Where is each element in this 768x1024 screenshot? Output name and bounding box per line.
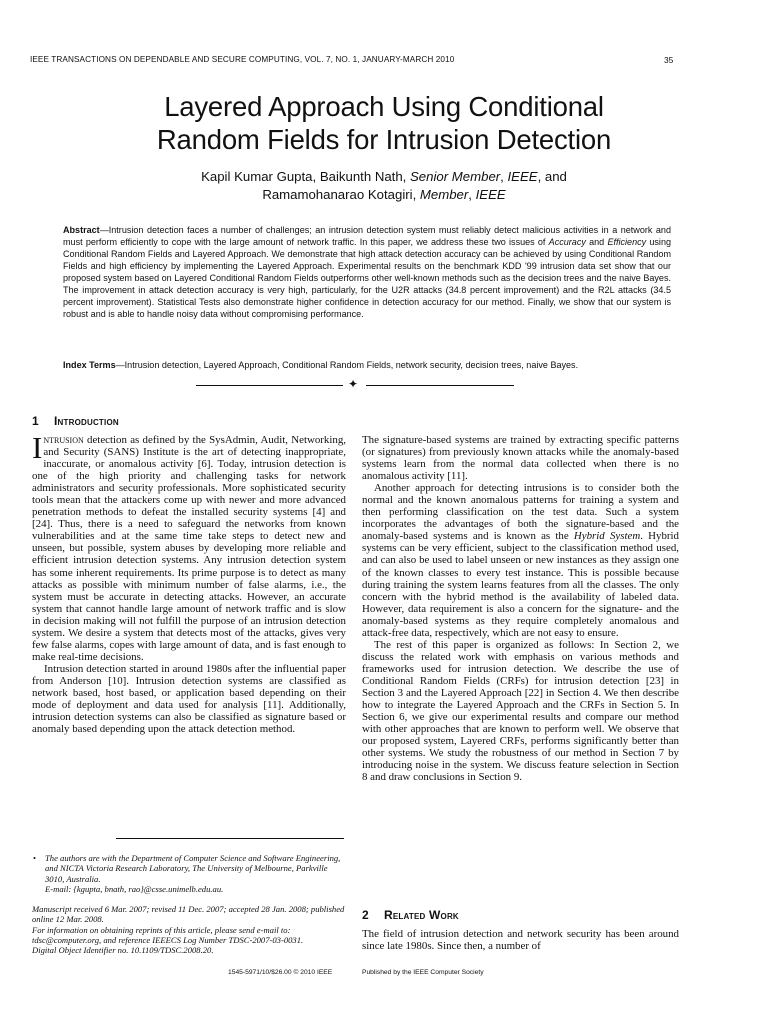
section-2-title: Related Work <box>384 908 459 922</box>
abstract-text-1: Intrusion detection faces a number of challenges; an intrusion detection system must reliably detect malicious activities in a network and must perform efficiently to cope with the large amount of network traffic. In this paper, we address these two issues of <box>63 225 671 248</box>
intro-text-4b: . Hybrid systems can be very efficient, subject to the classification method used, and can also be used to label unseen or new instances as they assign one of the known classes to every test instance. This is possible because during training the system learns features from all the classes. The only concern with the hybrid method is the availability of labeled data. However, data requirement is also a concern for the signature- and the anomaly-based systems as they require completely anomalous and attack-free data, respectively, which are not easy to ensure. <box>362 530 679 639</box>
footnote-email: E-mail: {kgupta, bnath, rao}@csse.unimelb.edu.au. <box>45 883 224 894</box>
abstract-text-2: using Conditional Random Fields and Layered Approach. We demonstrate that high attack detection accuracy can be achieved by using Conditional Random Fields and high efficiency by implementing the Layered Approach. Experimental results on the benchmark KDD '99 intrusion data set show that our proposed system based on Layered Conditional Random Fields outperforms other well-known methods such as the decision trees and the naive Bayes. The improvement in attack detection accuracy is very high, particularly, for the U2R attacks (34.8 percent improvement) and the R2L attacks (34.5 percent improvement). Statistical Tests also demonstrate higher confidence in detection accuracy for our method. Finally, we show that our system is robust and is able to handle noisy data without compromising performance. <box>63 237 672 320</box>
index-terms <box>63 359 671 371</box>
hybrid-system-term: Hybrid System <box>573 530 641 543</box>
separator-diamond-icon: ✦ <box>348 377 359 391</box>
paper-title <box>30 90 738 156</box>
section-2-number: 2 <box>362 908 369 922</box>
footnote-bullet-icon: • <box>33 853 37 863</box>
author-sep-1: , <box>500 169 508 184</box>
author-sep-2: , <box>468 187 476 202</box>
author-role-2: Member <box>419 187 469 202</box>
intro-text-1: detection as defined by the SysAdmin, Audit, Networking, and Security (SANS) Institute is the art of detecting inappropriate, inaccurate, or anomalous activity [6]. Today, intrusion detection is one of the high priority and challenging tasks for network administrators and security professionals. More sophisticated security tools mean that the attackers come up with newer and more advanced penetration methods to defeat the installed security systems [4] and [24]. Thus, there is a need to safeguard the networks from known vulnerabilities and at the same time take steps to detect new and unseen, but possible, system abuses by developing more reliable and efficient intrusion detection systems. Any intrusion detection system has some inherent requirements. Its prime purpose is to detect as many attacks as possible with minimum number of false alarms, i.e., the system must be accurate in detecting attacks. However, an accurate system that cannot handle large amount of network traffic and is slow in decision making will not fulfill the purpose of an intrusion detection system. We desire a system that detects most of the attacks, gives very few false alarms, copes with large amount of data, and is fast enough to make real-time decisions. <box>32 434 346 663</box>
footnote-dates: Manuscript received 6 Mar. 2007; revised 11 Dec. 2007; accepted 28 Jan. 2008; published online 12 Mar. 2008. <box>32 904 345 925</box>
section-2-heading <box>362 908 459 922</box>
intro-text-4a: Another approach for detecting intrusions is to consider both the normal and the known anomalous patterns for training a system and then performing classification on the test data. Such a system incorporates the advantages of both the signature-based and the anomaly-based systems and is known as the <box>362 482 679 543</box>
author-line-2 <box>30 186 738 204</box>
section-1-number: 1 <box>32 414 39 428</box>
left-column <box>32 430 346 736</box>
separator-line-right <box>366 385 514 386</box>
author-role-1: Senior Member <box>410 169 501 184</box>
intro-lead-word: ntrusion <box>43 434 84 446</box>
separator-line-left <box>196 385 343 386</box>
abstract-em-accuracy: Accuracy <box>548 237 586 248</box>
author-list <box>30 168 738 204</box>
title-line-2: Random Fields for Intrusion Detection <box>156 124 612 155</box>
abstract-dash: — <box>99 225 109 235</box>
section-1-heading <box>32 414 119 428</box>
drop-cap: I <box>32 430 43 465</box>
title-line-1: Layered Approach Using Conditional <box>164 91 604 122</box>
author-names-2: Ramamohanarao Kotagiri, <box>262 187 420 202</box>
abstract-label: Abstract <box>63 225 100 235</box>
right-column <box>362 434 679 783</box>
intro-paragraph-4 <box>362 482 679 639</box>
footnote-reprints: For information on obtaining reprints of this article, please send e-mail to: tdsc@computer.org, and reference IEEECS Log Number TDSC-2007-03-0031. <box>32 924 304 945</box>
related-work-paragraph-1: The field of intrusion detection and network security has been around since late 1980s. Since then, a number of <box>362 928 679 953</box>
index-terms-text: Intrusion detection, Layered Approach, Conditional Random Fields, network security, decision trees, naive Bayes. <box>124 360 579 370</box>
author-org-1: IEEE <box>507 169 538 184</box>
author-line-1 <box>30 168 738 186</box>
copyright-line: 1545-5971/10/$26.00 © 2010 IEEE <box>228 969 333 976</box>
running-header: IEEE TRANSACTIONS ON DEPENDABLE AND SECURE COMPUTING, VOL. 7, NO. 1, JANUARY-MARCH 2010 <box>30 55 455 64</box>
abstract-em-efficiency: Efficiency <box>607 237 647 248</box>
index-terms-dash: — <box>115 360 125 370</box>
intro-paragraph-5: The rest of this paper is organized as follows: In Section 2, we discuss the related work with emphasis on various methods and frameworks used for intrusion detection. We describe the use of Conditional Random Fields (CRFs) for intrusion detection [23] in Section 3 and the Layered Approach [22] in Section 4. We then describe how to integrate the Layered Approach and the CRFs in Section 5. In Section 6, we give our experimental results and compare our method with other approaches that are known to perform well. We observe that our proposed system, Layered CRFs, performs significantly better than other systems. We study the robustness of our method in Section 7 by introducing noise in the system. We discuss feature selection in Section 8 and draw conclusions in Section 9. <box>362 638 679 784</box>
footnote-rule <box>116 838 344 839</box>
author-org-2: IEEE <box>475 187 506 202</box>
abstract <box>63 224 671 320</box>
author-and: , and <box>537 169 567 184</box>
intro-paragraph-1 <box>32 430 346 663</box>
page-number: 35 <box>664 55 674 65</box>
footnote-doi: Digital Object Identifier no. 10.1109/TDSC.2008.20. <box>32 945 214 956</box>
footnote-affiliation <box>33 853 347 894</box>
section-1-title: Introduction <box>54 414 119 428</box>
abstract-and: and <box>585 237 608 248</box>
related-work-text <box>362 928 679 952</box>
author-names-1: Kapil Kumar Gupta, Baikunth Nath, <box>201 169 411 184</box>
intro-paragraph-2: Intrusion detection started in around 1980s after the influential paper from Anderson [10]. Intrusion detection systems are classified as network based, host based, or application based depending on their mode of deployment and data used for analysis [11]. Additionally, intrusion detection systems can also be classified as signature based or anomaly based depending upon the attack detection method. <box>32 662 346 736</box>
intro-paragraph-3: The signature-based systems are trained by extracting specific patterns (or signatures) from previously known attacks while the anomaly-based systems learn from the normal data collected when there is no anomalous activity [11]. <box>362 434 679 483</box>
footnote-affiliation-text: The authors are with the Department of Computer Science and Software Engineering, and NICTA Victoria Research Laboratory, The University of Melbourne, Parkville 3010, Australia. <box>45 853 341 884</box>
index-terms-label: Index Terms <box>63 360 116 370</box>
publisher-line: Published by the IEEE Computer Society <box>362 969 484 976</box>
footnote-manuscript <box>32 904 347 955</box>
